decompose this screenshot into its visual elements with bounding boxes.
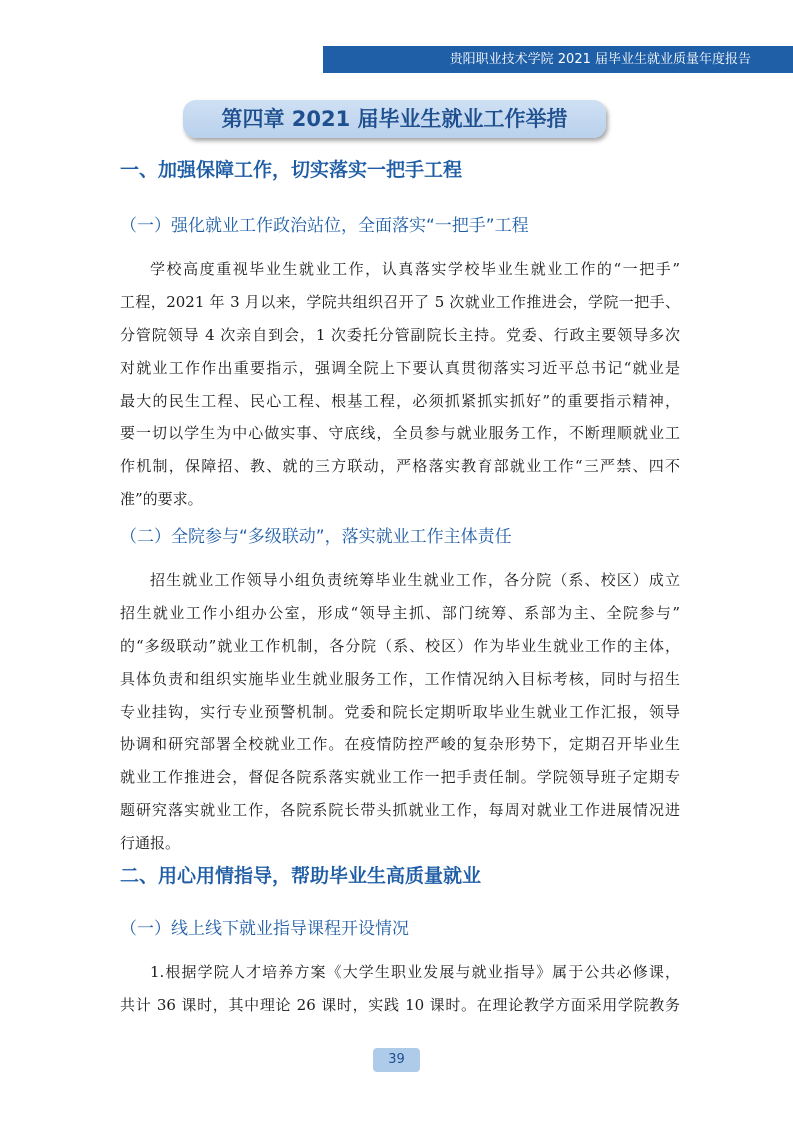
paragraph-line: 对就业工作作出重要指示，强调全院上下要认真贯彻落实习近平总书记“就业是 bbox=[120, 358, 680, 377]
paragraph-line: 共计 36 课时，其中理论 26 课时，实践 10 课时。在理论教学方面采用学院教务 bbox=[120, 995, 680, 1014]
page-number: 39 bbox=[388, 1052, 405, 1067]
paragraph-line: 招生就业工作小组办公室，形成“领导主抓、部门统筹、系部为主、全院参与” bbox=[120, 603, 680, 622]
chapter-title: 第四章 2021 届毕业生就业工作举措 bbox=[221, 107, 568, 131]
paragraph-line: 具体负责和组织实施毕业生就业服务工作，工作情况纳入目标考核，同时与招生 bbox=[120, 669, 680, 688]
chapter-title-box bbox=[183, 100, 606, 138]
report-header-title: 贵阳职业技术学院 2021 届毕业生就业质量年度报告 bbox=[449, 52, 751, 67]
section1-sub1-paragraph bbox=[120, 253, 680, 516]
paragraph-line: 行通报。 bbox=[120, 834, 181, 853]
paragraph-line: 工程，2021 年 3 月以来，学院共组织召开了 5 次就业工作推进会，学院一把手、 bbox=[120, 292, 680, 311]
paragraph-line: 就业工作推进会，督促各院系落实就业工作一把手责任制。学院领导班子定期专 bbox=[120, 768, 680, 787]
section2-sub1-heading: （一）线上线下就业指导课程开设情况 bbox=[120, 919, 409, 939]
paragraph-line: 招生就业工作领导小组负责统筹毕业生就业工作，各分院（系、校区）成立 bbox=[150, 571, 680, 589]
section1-sub1-heading: （一）强化就业工作政治站位，全面落实“一把手”工程 bbox=[120, 216, 529, 236]
paragraph-line: 作机制，保障招、教、就的三方联动，严格落实教育部就业工作“三严禁、四不 bbox=[120, 457, 680, 476]
paragraph-line: 最大的民生工程、民心工程、根基工程，必须抓紧抓实抓好”的重要指示精神， bbox=[120, 391, 680, 410]
section2-heading: 二、用心用情指导，帮助毕业生高质量就业 bbox=[120, 865, 482, 887]
paragraph-line: 专业挂钩，实行专业预警机制。党委和院长定期听取毕业生就业工作汇报，领导 bbox=[120, 702, 680, 721]
paragraph-line: 1.根据学院人才培养方案《大学生职业发展与就业指导》属于公共必修课， bbox=[150, 963, 680, 981]
paragraph-line: 题研究落实就业工作，各院系院长带头抓就业工作，每周对就业工作进展情况进 bbox=[120, 801, 680, 820]
section1-sub2-heading: （二）全院参与“多级联动”，落实就业工作主体责任 bbox=[120, 527, 512, 547]
paragraph-line: 学校高度重视毕业生就业工作，认真落实学校毕业生就业工作的“一把手” bbox=[150, 260, 680, 278]
section1-heading: 一、加强保障工作，切实落实一把手工程 bbox=[120, 159, 463, 181]
paragraph-line: 的“多级联动”就业工作机制，各分院（系、校区）作为毕业生就业工作的主体， bbox=[120, 636, 680, 655]
paragraph-line: 要一切以学生为中心做实事、守底线，全员参与就业服务工作，不断理顺就业工 bbox=[120, 424, 680, 443]
paragraph-line: 分管院领导 4 次亲自到会，1 次委托分管副院长主持。党委、行政主要领导多次 bbox=[120, 325, 680, 344]
page-number-badge bbox=[373, 1048, 420, 1072]
paragraph-line: 准”的要求。 bbox=[120, 490, 203, 509]
report-header-bar bbox=[323, 46, 793, 73]
paragraph-line: 协调和研究部署全校就业工作。在疫情防控严峻的复杂形势下，定期召开毕业生 bbox=[120, 735, 680, 754]
section1-sub2-paragraph bbox=[120, 564, 680, 860]
section2-sub1-paragraph bbox=[120, 956, 680, 1022]
